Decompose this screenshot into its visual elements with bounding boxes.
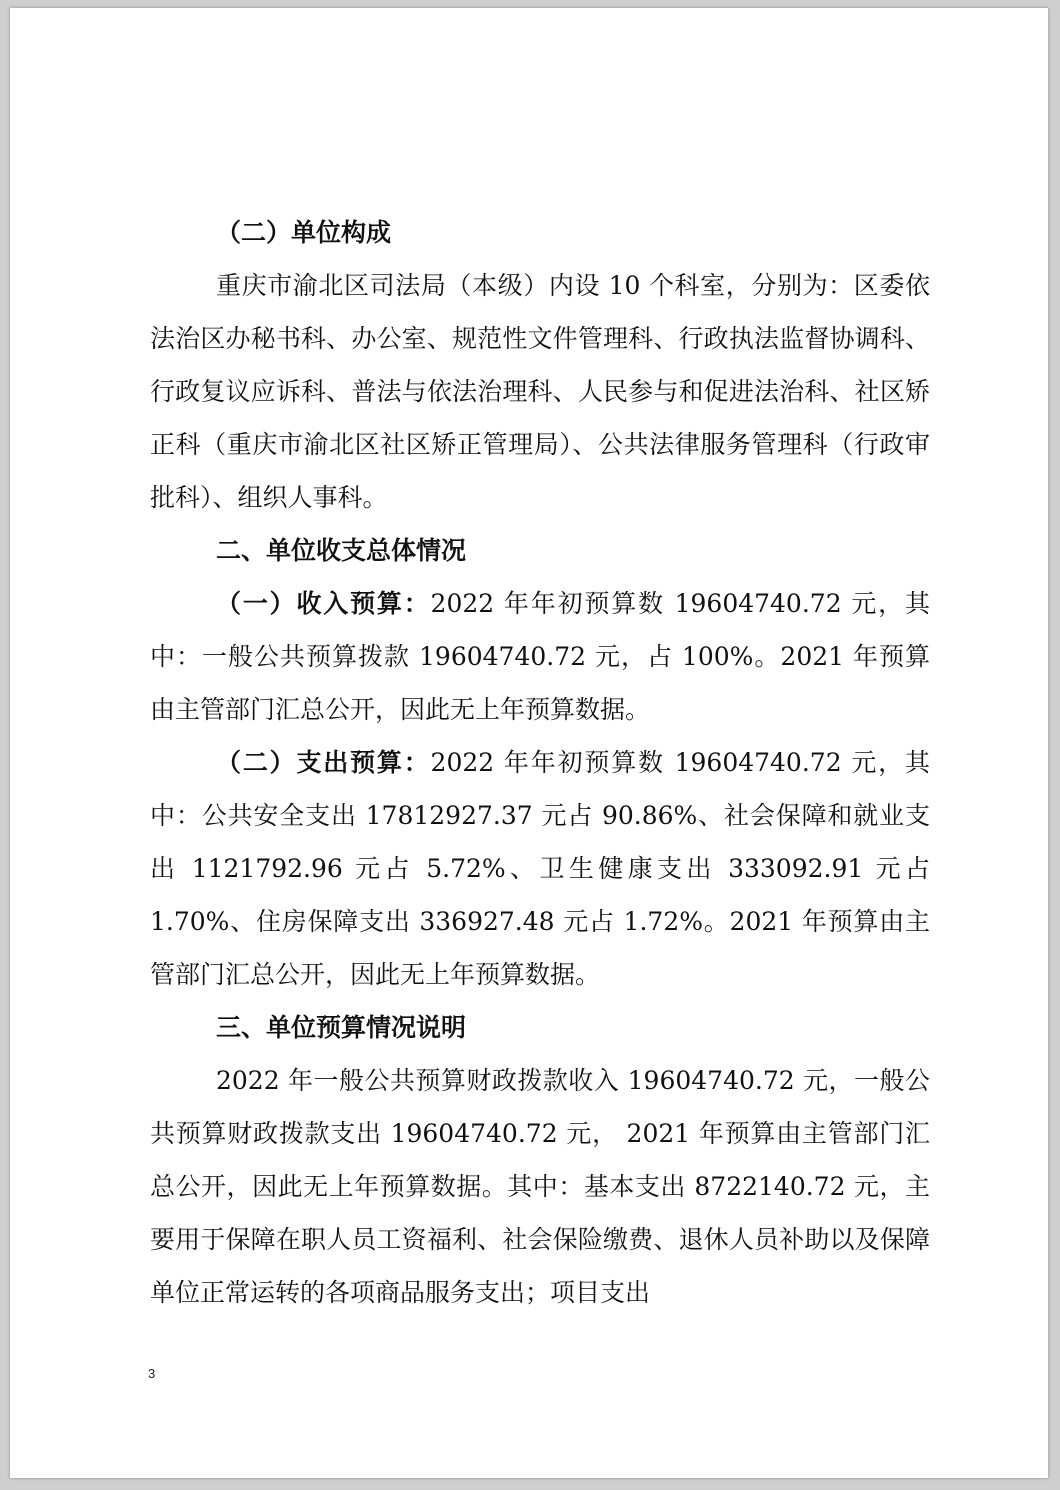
text-income-budget: 2022 年年初预算数 19604740.72 元，其中：一般公共预算拨款 19604740.72 元，占 100%。2021 年预算由主管部门汇总公开，因此无上年预算数据。 (150, 589, 930, 724)
text-expenditure-budget: 2022 年年初预算数 19604740.72 元，其中：公共安全支出 17812927.37 元占 90.86%、社会保障和就业支出 1121792.96 元占 5.72%、卫生健康支出 333092.91 元占 1.70%、住房保障支出 336927.48 元占 1.72%。2021 年预算由主管部门汇总公开，因此无上年预算数据。 (150, 748, 930, 989)
heading-budget-explanation: 三、单位预算情况说明 (216, 1013, 467, 1042)
paragraph-income-budget (150, 577, 930, 736)
label-expenditure-budget: （二）支出预算： (216, 748, 431, 777)
paragraph-expenditure-budget (150, 736, 930, 1001)
heading-income-expenditure-overview: 二、单位收支总体情况 (216, 536, 467, 565)
document-page (10, 8, 1048, 1478)
page-content (150, 206, 930, 1319)
label-income-budget: （一）收入预算： (216, 589, 431, 618)
page-number: 3 (148, 1366, 156, 1381)
heading-unit-composition: （二）单位构成 (216, 218, 392, 247)
paragraph-unit-composition: 重庆市渝北区司法局（本级）内设 10 个科室，分别为：区委依法治区办秘书科、办公室、规范性文件管理科、行政执法监督协调科、行政复议应诉科、普法与依法治理科、人民参与和促进法治科、社区矫正科（重庆市渝北区社区矫正管理局）、公共法律服务管理科（行政审批科）、组织人事科。 (150, 271, 930, 512)
paragraph-budget-explanation: 2022 年一般公共预算财政拨款收入 19604740.72 元，一般公共预算财政拨款支出 19604740.72 元， 2021 年预算由主管部门汇总公开，因此无上年预算数据。其中：基本支出 8722140.72 元，主要用于保障在职人员工资福利、社会保险缴费、退休人员补助以及保障单位正常运转的各项商品服务支出；项目支出 (150, 1066, 930, 1307)
